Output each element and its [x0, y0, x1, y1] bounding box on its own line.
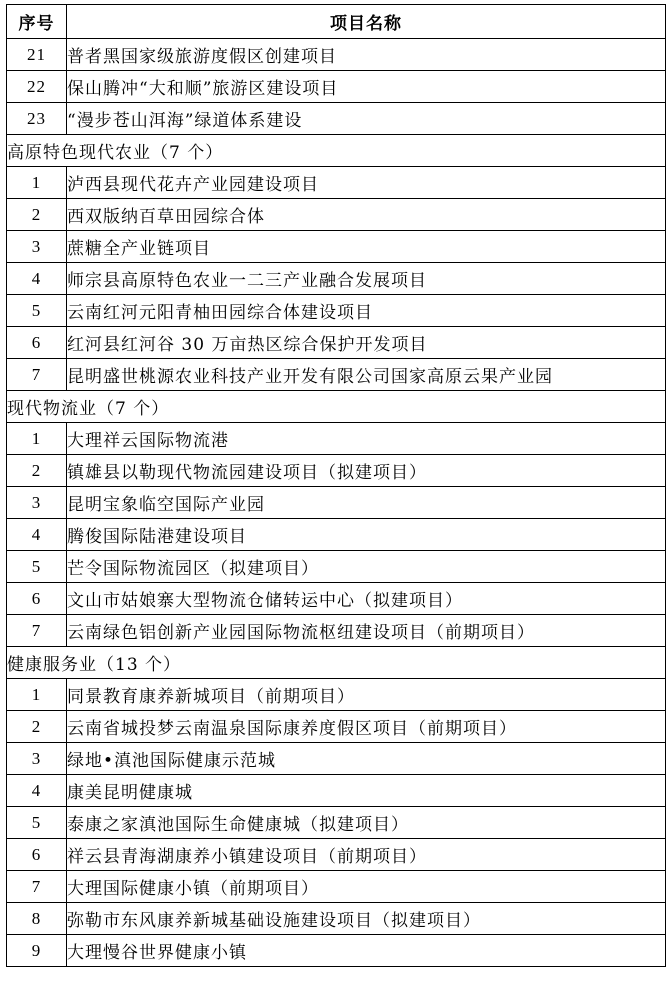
project-name: 同景教育康养新城项目（前期项目）: [67, 679, 666, 711]
table-row: [7, 231, 666, 263]
table-body: [7, 39, 666, 967]
table-row: [7, 679, 666, 711]
project-name: 昆明宝象临空国际产业园: [67, 487, 666, 519]
row-number: 7: [7, 359, 67, 391]
row-number: 1: [7, 167, 67, 199]
table-row: [7, 423, 666, 455]
row-number: 6: [7, 583, 67, 615]
project-name: 绿地•滇池国际健康示范城: [67, 743, 666, 775]
row-number: 22: [7, 71, 67, 103]
table-row: [7, 327, 666, 359]
table-row: [7, 551, 666, 583]
project-name: 弥勒市东风康养新城基础设施建设项目（拟建项目）: [67, 903, 666, 935]
project-name: 保山腾冲“大和顺”旅游区建设项目: [67, 71, 666, 103]
row-number: 4: [7, 775, 67, 807]
table-row: [7, 839, 666, 871]
project-name: 大理祥云国际物流港: [67, 423, 666, 455]
row-number: 5: [7, 295, 67, 327]
row-number: 8: [7, 903, 67, 935]
table-row: [7, 519, 666, 551]
table-row: [7, 263, 666, 295]
row-number: 5: [7, 807, 67, 839]
row-number: 7: [7, 871, 67, 903]
project-name: 康美昆明健康城: [67, 775, 666, 807]
section-title: 健康服务业（13 个）: [7, 647, 666, 679]
project-name: 昆明盛世桃源农业科技产业开发有限公司国家高原云果产业园: [67, 359, 666, 391]
table-row: [7, 935, 666, 967]
row-number: 2: [7, 199, 67, 231]
header-project-name: 项目名称: [67, 5, 666, 39]
project-name: 镇雄县以勒现代物流园建设项目（拟建项目）: [67, 455, 666, 487]
table-row: [7, 583, 666, 615]
project-name: 腾俊国际陆港建设项目: [67, 519, 666, 551]
table-row: [7, 871, 666, 903]
row-number: 21: [7, 39, 67, 71]
project-name: 大理国际健康小镇（前期项目）: [67, 871, 666, 903]
row-number: 2: [7, 455, 67, 487]
row-number: 6: [7, 327, 67, 359]
row-number: 3: [7, 743, 67, 775]
row-number: 1: [7, 679, 67, 711]
row-number: 5: [7, 551, 67, 583]
row-number: 1: [7, 423, 67, 455]
row-number: 6: [7, 839, 67, 871]
row-number: 3: [7, 487, 67, 519]
table-row: [7, 711, 666, 743]
section-row: [7, 647, 666, 679]
header-number: 序号: [7, 5, 67, 39]
project-name: 西双版纳百草田园综合体: [67, 199, 666, 231]
row-number: 7: [7, 615, 67, 647]
section-title: 现代物流业（7 个）: [7, 391, 666, 423]
project-name: 祥云县青海湖康养小镇建设项目（前期项目）: [67, 839, 666, 871]
project-name: 大理慢谷世界健康小镇: [67, 935, 666, 967]
project-name: 师宗县高原特色农业一二三产业融合发展项目: [67, 263, 666, 295]
table-row: [7, 807, 666, 839]
row-number: 2: [7, 711, 67, 743]
project-name: “漫步苍山洱海”绿道体系建设: [67, 103, 666, 135]
project-name: 云南绿色铝创新产业园国际物流枢纽建设项目（前期项目）: [67, 615, 666, 647]
table-row: [7, 359, 666, 391]
table-row: [7, 455, 666, 487]
project-name: 云南红河元阳青柚田园综合体建设项目: [67, 295, 666, 327]
project-name: 普者黑国家级旅游度假区创建项目: [67, 39, 666, 71]
table-row: [7, 199, 666, 231]
project-name: 泰康之家滇池国际生命健康城（拟建项目）: [67, 807, 666, 839]
table-row: [7, 103, 666, 135]
project-table: [6, 4, 666, 967]
table-row: [7, 167, 666, 199]
table-row: [7, 743, 666, 775]
section-title: 高原特色现代农业（7 个）: [7, 135, 666, 167]
project-name: 红河县红河谷 30 万亩热区综合保护开发项目: [67, 327, 666, 359]
project-name: 文山市姑娘寨大型物流仓储转运中心（拟建项目）: [67, 583, 666, 615]
project-name: 泸西县现代花卉产业园建设项目: [67, 167, 666, 199]
row-number: 4: [7, 519, 67, 551]
project-name: 蔗糖全产业链项目: [67, 231, 666, 263]
project-name: 芒令国际物流园区（拟建项目）: [67, 551, 666, 583]
table-header-row: [7, 5, 666, 39]
row-number: 9: [7, 935, 67, 967]
section-row: [7, 391, 666, 423]
project-name: 云南省城投梦云南温泉国际康养度假区项目（前期项目）: [67, 711, 666, 743]
table-row: [7, 487, 666, 519]
table-row: [7, 295, 666, 327]
table-row: [7, 71, 666, 103]
row-number: 3: [7, 231, 67, 263]
table-row: [7, 903, 666, 935]
table-row: [7, 39, 666, 71]
row-number: 23: [7, 103, 67, 135]
table-row: [7, 775, 666, 807]
row-number: 4: [7, 263, 67, 295]
section-row: [7, 135, 666, 167]
table-row: [7, 615, 666, 647]
